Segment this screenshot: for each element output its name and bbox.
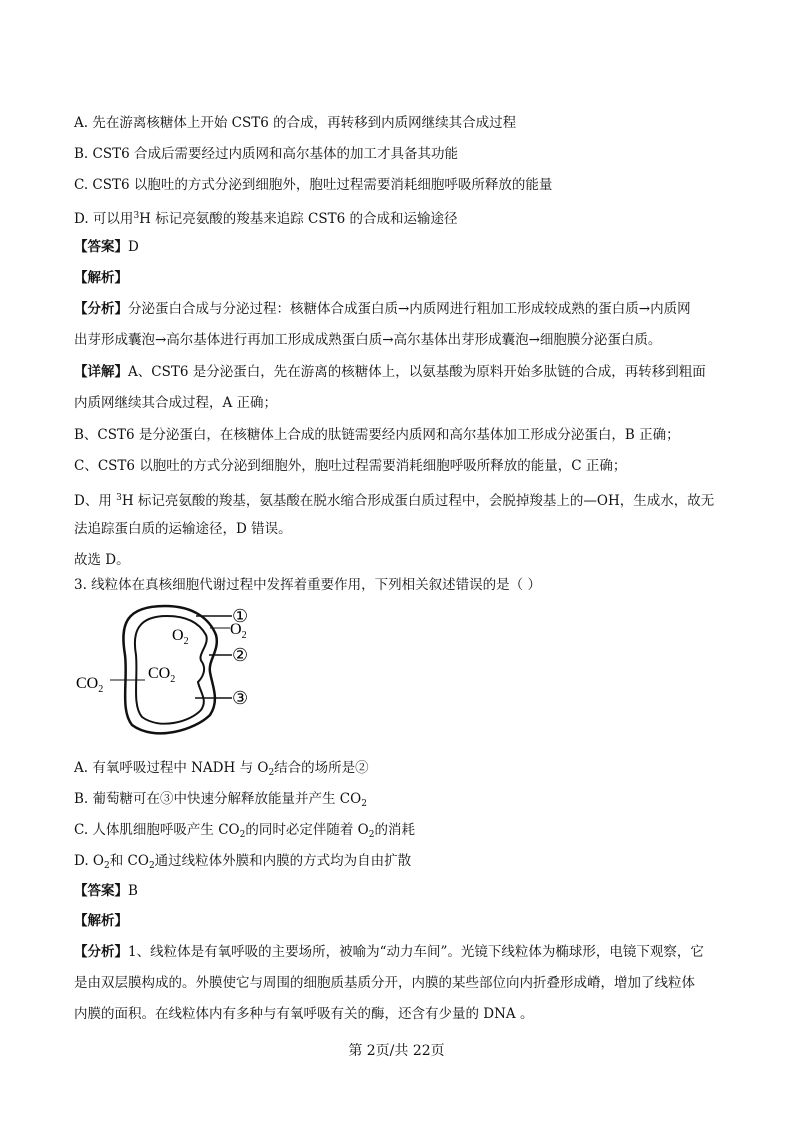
detail-line5-pre: D、用 — [74, 493, 117, 509]
answer-value: D — [128, 239, 139, 255]
inner-membrane — [135, 616, 207, 724]
q3-fenxi-line1 — [74, 942, 704, 962]
answer-label: 【答案】 — [74, 239, 128, 255]
q3-answer — [74, 881, 138, 901]
o2-outside: $O_2$ — [230, 621, 247, 641]
q3-a-pre: A. 有氧呼吸过程中 NADH 与 O — [74, 760, 269, 776]
q2-option-d — [74, 206, 458, 229]
q2-detail-line2: 内质网继续其合成过程，A 正确； — [74, 395, 278, 411]
q3-d-sub2: 2 — [148, 861, 155, 871]
answer-value: B — [128, 883, 138, 899]
q2-detail-line3: B、CST6 是分泌蛋白，在核糖体上合成的肽链需要经内质网和高尔基体加工形成分泌蛋白，B 正确； — [74, 427, 680, 443]
q3-c-pre: C. 人体肌细胞呼吸产生 CO — [74, 822, 240, 838]
q3-option-b — [74, 789, 367, 814]
q3-a-post: 结合的场所是② — [274, 760, 369, 776]
q3-analysis-label: 【解析】 — [74, 913, 128, 929]
q3-c-sub2: 2 — [368, 830, 375, 840]
q3-fenxi-line2: 是由双层膜构成的。外膜使它与周围的细胞质基质分开，内膜的某些部位向内折叠形成嵴，增加了线粒体 — [74, 975, 695, 991]
q2-answer — [74, 237, 139, 257]
label-2: ② — [232, 645, 249, 666]
q3-option-d — [74, 851, 411, 876]
q3-stem: 3. 线粒体在真核细胞代谢过程中发挥着重要作用，下列相关叙述错误的是（ ） — [74, 577, 541, 593]
q3-b-pre: B. 葡萄糖可在③中快速分解释放能量并产生 CO — [74, 791, 362, 807]
q3-d-sub: 2 — [104, 861, 110, 871]
q3-c-post: 的消耗 — [374, 822, 415, 838]
co2-outside: $CO_2$ — [76, 675, 104, 695]
label-1: ① — [232, 606, 249, 627]
detail-label: 【详解】 — [74, 364, 128, 380]
co2-inside: $CO_2$ — [148, 665, 176, 685]
fenxi-text: 1、线粒体是有氧呼吸的主要场所，被喻为“动力车间”。光镜下线粒体为椭球形，电镜下观察，它 — [128, 944, 704, 960]
q3-option-a — [74, 758, 369, 783]
q2-option-b: B. CST6 合成后需要经过内质网和高尔基体的加工才具备其功能 — [74, 146, 458, 162]
label-3: ③ — [232, 688, 249, 709]
q2-detail-line4: C、CST6 以胞吐的方式分泌到细胞外，胞吐过程需要消耗细胞呼吸所释放的能量，C 正确； — [74, 458, 627, 474]
q2-option-d-post: H 标记亮氨酸的羧基来追踪 CST6 的合成和运输途径 — [139, 211, 458, 227]
page-footer: 第 2页/共 22页 — [348, 1043, 445, 1059]
fenxi-text: 分泌蛋白合成与分泌过程：核糖体合成蛋白质→内质网进行粗加工形成较成熟的蛋白质→内质网 — [128, 301, 691, 317]
fenxi-label: 【分析】 — [74, 301, 128, 317]
q3-c-sub: 2 — [239, 830, 246, 840]
q3-b-sub: 2 — [361, 799, 367, 809]
q3-a-sub: 2 — [268, 768, 275, 778]
q3-fenxi-line3: 内膜的面积。在线粒体内有多种与有氧呼吸有关的酶，还含有少量的 DNA 。 — [74, 1006, 534, 1022]
q3-d-post: 通过线粒体外膜和内膜的方式均为自由扩散 — [154, 853, 412, 869]
q2-detail-line5 — [74, 488, 714, 511]
detail-line5-sup: 3 — [116, 493, 122, 503]
q3-d-mid: 和 CO — [109, 853, 149, 869]
q3-option-c — [74, 820, 415, 845]
q3-d-pre: D. O — [74, 853, 104, 869]
q2-fenxi-line2: 出芽形成囊泡→高尔基体进行再加工形成成熟蛋白质→高尔基体出芽形成囊泡→细胞膜分泌蛋白质。 — [74, 332, 662, 348]
o2-inside: $O_2$ — [172, 627, 189, 647]
q2-option-d-pre: D. 可以用 — [74, 211, 134, 227]
detail-line5-post: H 标记亮氨酸的羧基，氨基酸在脱水缩合形成蛋白质过程中，会脱掉羧基上的—OH，生成水，故无 — [121, 493, 715, 509]
q2-fenxi-line1 — [74, 299, 691, 319]
q2-analysis-label: 【解析】 — [74, 270, 128, 286]
answer-label: 【答案】 — [74, 883, 128, 899]
q2-detail-line6: 法追踪蛋白质的运输途径，D 错误。 — [74, 521, 292, 537]
q2-detail-line1 — [74, 362, 706, 382]
q3-c-mid: 的同时必定伴随着 O — [245, 822, 369, 838]
detail-text: A、CST6 是分泌蛋白，先在游离的核糖体上，以氨基酸为原料开始多肽链的合成，再转移到粗面 — [128, 364, 706, 380]
q2-option-d-sup: 3 — [133, 211, 140, 221]
fenxi-label: 【分析】 — [74, 944, 128, 960]
q2-option-a: A. 先在游离核糖体上开始 CST6 的合成，再转移到内质网继续其合成过程 — [74, 115, 517, 131]
q2-detail-line7: 故选 D。 — [74, 552, 130, 568]
mitochondrion-diagram — [70, 600, 280, 740]
q2-option-c: C. CST6 以胞吐的方式分泌到细胞外，胞吐过程需要消耗细胞呼吸所释放的能量 — [74, 177, 553, 193]
